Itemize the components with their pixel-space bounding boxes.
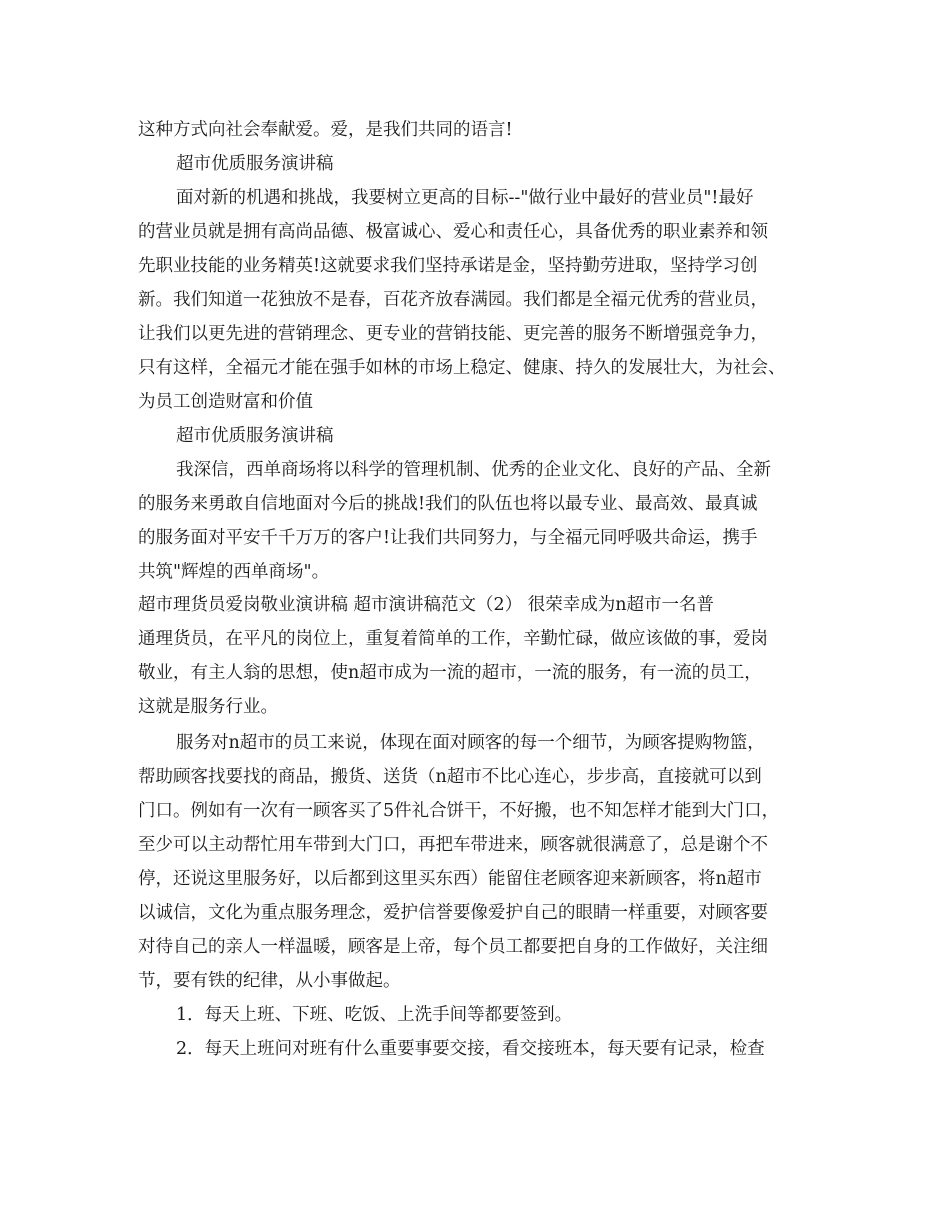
text-line: 只有这样，全福元才能在强手如林的市场上稳定、健康、持久的发展壮大，为社会、 xyxy=(138,358,786,378)
text-line: 共筑"辉煌的西单商场"。 xyxy=(138,562,330,582)
text-line: 超市理货员爱岗敬业演讲稿 超市演讲稿范文（2） 很荣幸成为n超市一名普 xyxy=(138,595,715,615)
text-line: 的营业员就是拥有高尚品德、极富诚心、爱心和责任心，具备优秀的职业素养和领 xyxy=(138,222,768,242)
text-line: 对待自己的亲人一样温暖，顾客是上帝，每个员工都要把自身的工作做好，关注细 xyxy=(138,937,768,957)
text-line: 的服务面对平安千千万万的客户!让我们共同努力，与全福元同呼吸共命运，携手 xyxy=(138,528,758,548)
list-item: 1．每天上班、下班、吃饭、上洗手间等都要签到。 xyxy=(176,1005,573,1025)
text-line: 面对新的机遇和挑战，我要树立更高的目标--"做行业中最好的营业员"!最好 xyxy=(176,188,754,208)
list-item: 2．每天上班问对班有什么重要事要交接，看交接班本，每天要有记录，检查 xyxy=(176,1039,765,1059)
text-line: 的服务来勇敢自信地面对今后的挑战!我们的队伍也将以最专业、最高效、最真诚 xyxy=(138,494,758,514)
text-line: 敬业，有主人翁的思想，使n超市成为一流的超市，一流的服务，有一流的员工， xyxy=(138,663,762,683)
text-line: 至少可以主动帮忙用车带到大门口，再把车带进来，顾客就很满意了，总是谢个不 xyxy=(138,835,768,855)
text-line: 服务对n超市的员工来说，体现在面对顾客的每一个细节，为顾客提购物篮， xyxy=(176,733,765,753)
text-line: 门口。例如有一次有一顾客买了5件礼合饼干，不好搬，也不知怎样才能到大门口， xyxy=(138,801,780,821)
text-line: 让我们以更先进的营销理念、更专业的营销技能、更完善的服务不断增强竞争力， xyxy=(138,324,768,344)
section-heading: 超市优质服务演讲稿 xyxy=(176,426,334,446)
text-line: 我深信，西单商场将以科学的管理机制、优秀的企业文化、良好的产品、全新 xyxy=(176,460,771,480)
text-line: 这种方式向社会奉献爱。爱，是我们共同的语言! xyxy=(138,120,513,140)
text-line: 新。我们知道一花独放不是春，百花齐放春满园。我们都是全福元优秀的营业员， xyxy=(138,290,768,310)
text-line: 以诚信，文化为重点服务理念，爱护信誉要像爱护自己的眼睛一样重要，对顾客要 xyxy=(138,903,768,923)
text-line: 帮助顾客找要找的商品，搬货、送货（n超市不比心连心，步步高，直接就可以到 xyxy=(138,767,762,787)
text-line: 停，还说这里服务好，以后都到这里买东西）能留住老顾客迎来新顾客，将n超市 xyxy=(138,869,762,889)
section-heading: 超市优质服务演讲稿 xyxy=(176,154,334,174)
text-line: 这就是服务行业。 xyxy=(138,697,278,717)
text-line: 通理货员，在平凡的岗位上，重复着简单的工作，辛勤忙碌，做应该做的事，爱岗 xyxy=(138,629,768,649)
text-line: 为员工创造财富和价值 xyxy=(138,392,313,412)
text-line: 节，要有铁的纪律，从小事做起。 xyxy=(138,971,401,991)
text-line: 先职业技能的业务精英!这就要求我们坚持承诺是金，坚持勤劳进取，坚持学习创 xyxy=(138,256,758,276)
